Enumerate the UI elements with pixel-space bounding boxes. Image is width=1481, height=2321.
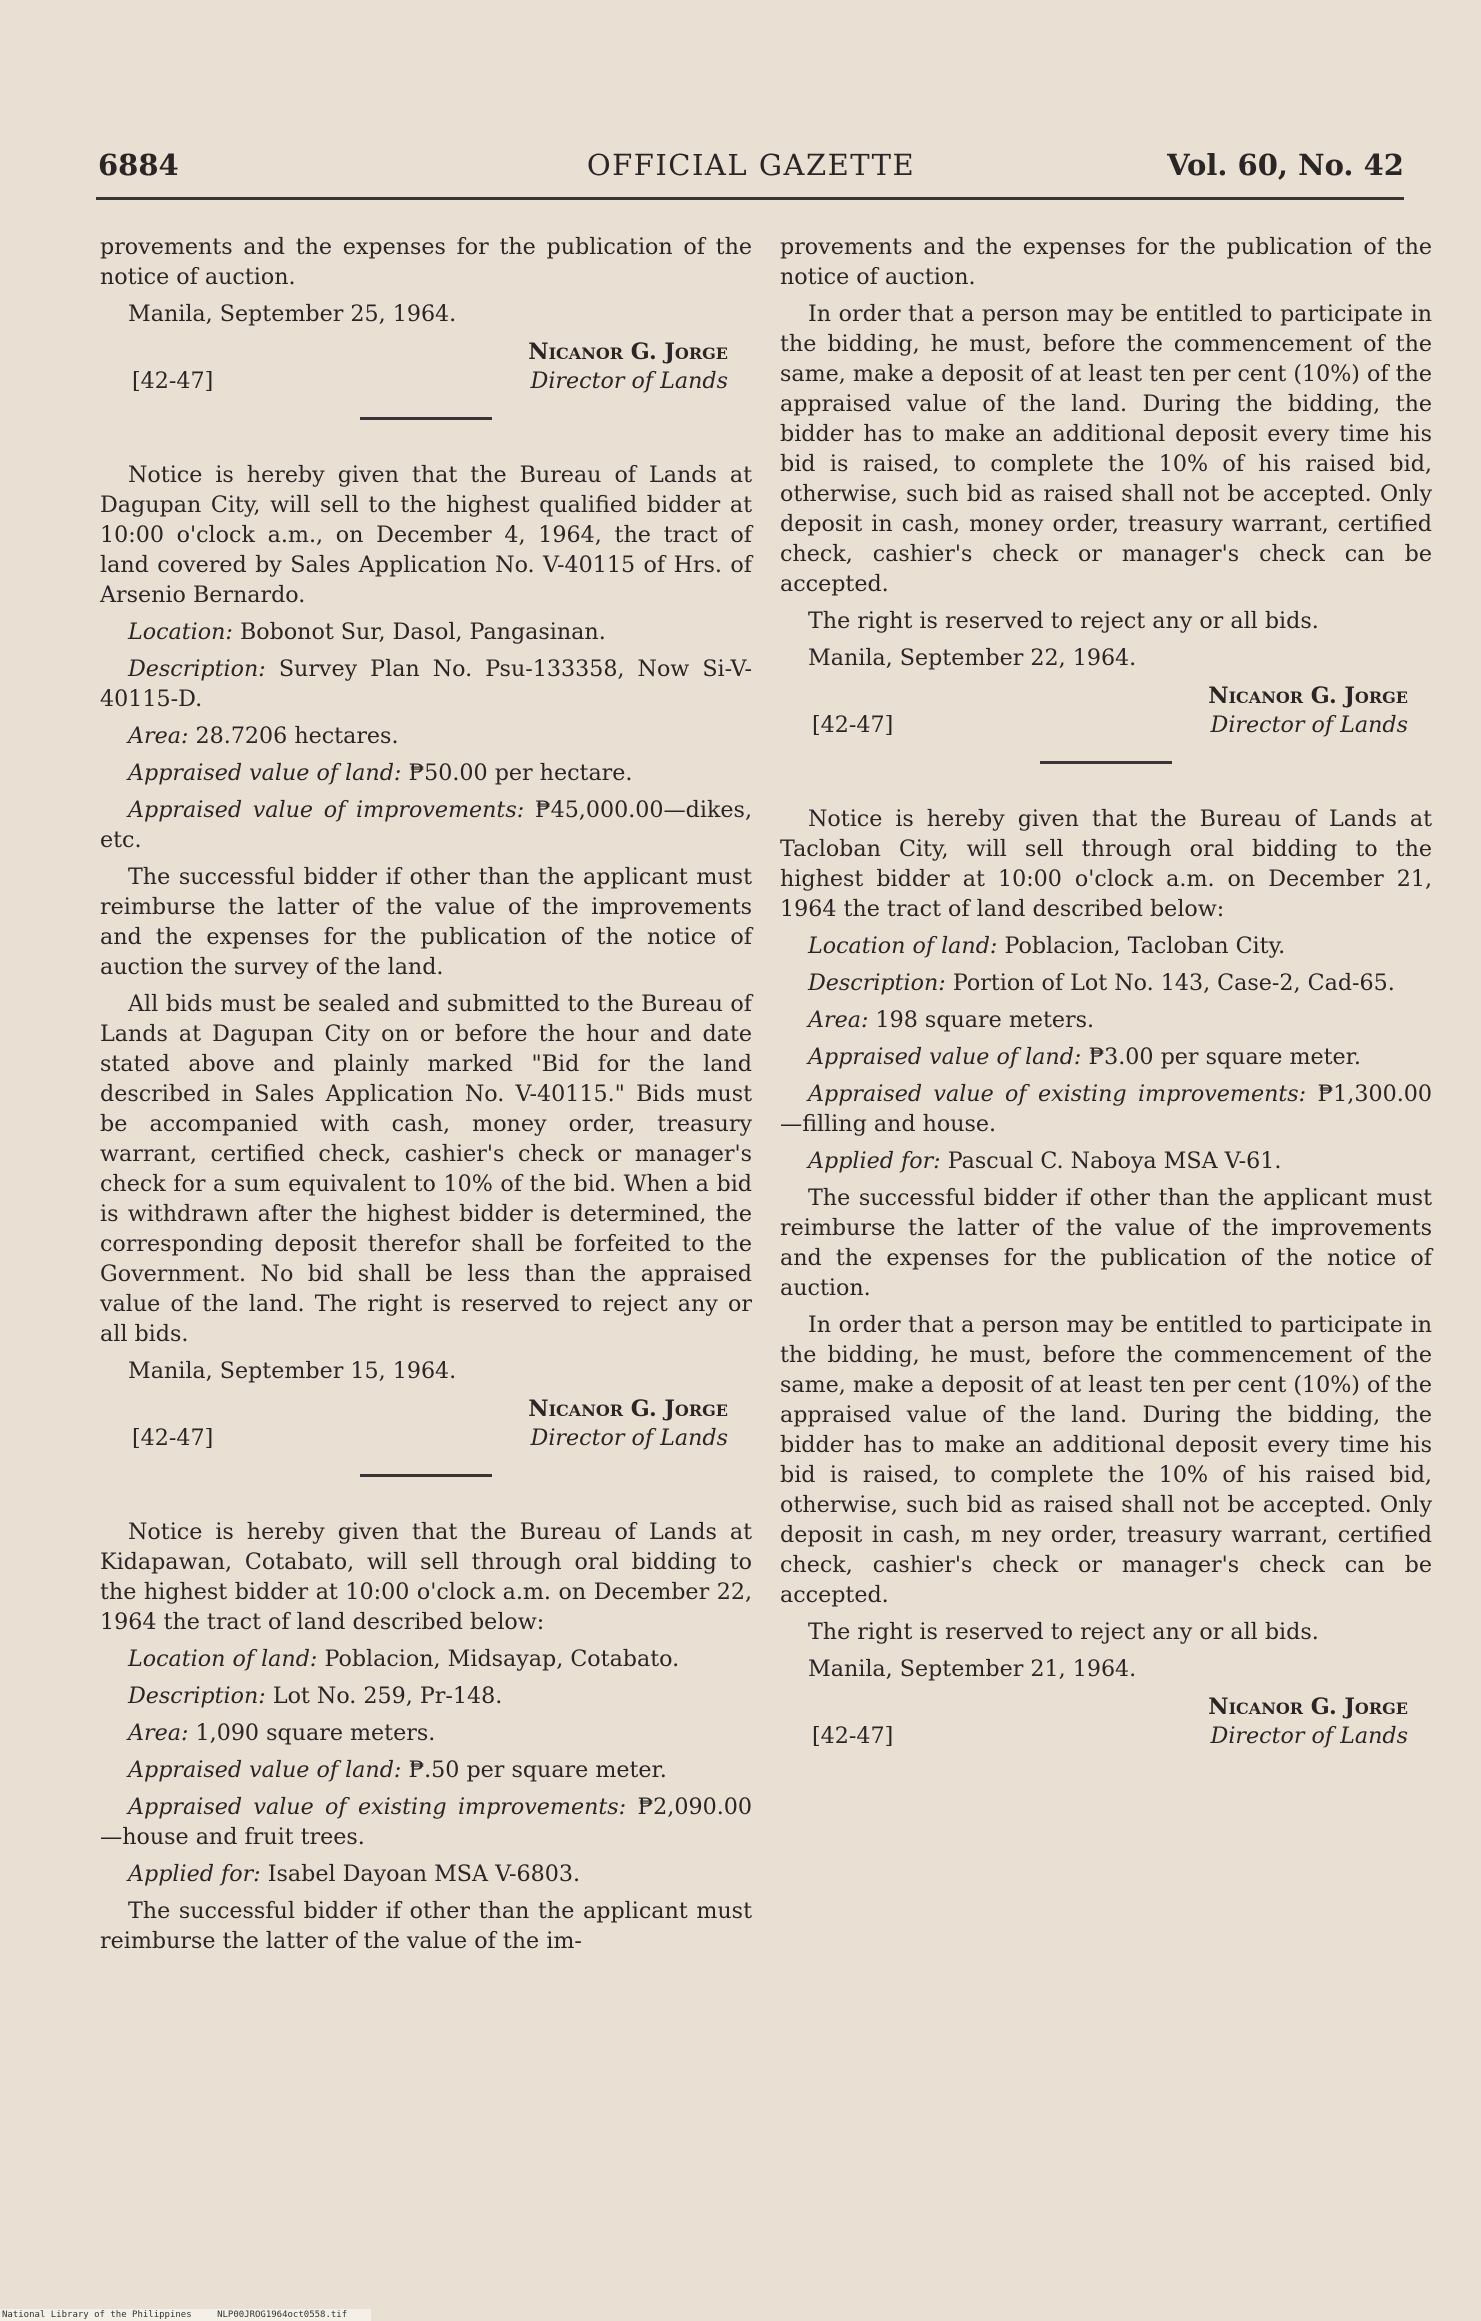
field-value: ₱45,000.00—dikes, etc. xyxy=(100,797,752,853)
signatory-title: Director of Lands xyxy=(530,1425,728,1451)
signatory-title: Director of Lands xyxy=(1210,1723,1408,1749)
field-value: Isabel Dayoan MSA V-6803. xyxy=(267,1861,581,1887)
notice-intro: Notice is hereby given that the Bureau of Lands at Kidapawan, Cotabato, will sell through oral bidding to the highest bidder at 10:00 o'clock a.m. on December 22, 1964 the tract of land described below: xyxy=(100,1519,752,1635)
notice-deposit: In order that a person may be entitled to participate in the bidding, he must, before the commencement of the same, make a deposit of at least ten per cent (10%) of the appraised value of the land. During the bidding, the bidder has to make an additional deposit every time his bid is raised, to complete the 10% of his raised bid, otherwise, such bid as raised shall not be accepted. Only deposit in cash, money order, treasury warrant, certified check, cashier's check or manager's check can be accepted. xyxy=(780,301,1432,597)
field-label: Area: xyxy=(808,1007,869,1033)
notice-location xyxy=(100,617,752,647)
notice-area xyxy=(100,721,752,751)
publication-title: OFFICIAL GAZETTE xyxy=(586,148,916,182)
notice-reserved: The right is reserved to reject any or all bids. xyxy=(808,1619,1319,1645)
field-label: Appraised value of land: xyxy=(128,1757,402,1783)
field-label: Location: xyxy=(128,619,233,645)
field-label: Location of land: xyxy=(128,1646,318,1672)
notice-improvements xyxy=(100,795,752,855)
page-header xyxy=(98,148,1404,188)
signatory-name: Nicanor G. Jorge xyxy=(528,1396,728,1422)
notice-land-value xyxy=(100,758,752,788)
notice-improvements xyxy=(100,1792,752,1852)
field-value: Lot No. 259, Pr-148. xyxy=(272,1683,503,1709)
notice-date: Manila, September 21, 1964. xyxy=(808,1656,1137,1682)
notice-description xyxy=(100,1681,752,1711)
field-label: Description: xyxy=(128,656,266,682)
notice-date: Manila, September 15, 1964. xyxy=(128,1358,457,1384)
field-value: 28.7206 hectares. xyxy=(195,723,399,749)
notice-reimburse: The successful bidder if other than the applicant must reimburse the latter of the value of the improvements and the expenses for the publication of the notice of auction. xyxy=(780,1185,1432,1301)
issue-reference: [42-47] xyxy=(812,1723,894,1749)
field-label: Applied for: xyxy=(808,1148,941,1174)
field-value: Poblacion, Tacloban City. xyxy=(1004,933,1286,959)
page-number: 6884 xyxy=(98,148,179,182)
field-value: ₱.50 per square meter. xyxy=(408,1757,667,1783)
field-label: Description: xyxy=(128,1683,266,1709)
notice-improvements xyxy=(780,1079,1432,1139)
signature-block xyxy=(100,337,752,395)
notice-location xyxy=(780,931,1432,961)
continuation-text: provements and the expenses for the publication of the notice of auction. xyxy=(780,234,1432,290)
notice-date: Manila, September 22, 1964. xyxy=(808,645,1137,671)
notice-deposit: In order that a person may be entitled to participate in the bidding, he must, before the commencement of the same, make a deposit of at least ten per cent (10%) of the appraised value of the land. During the bidding, the bidder has to make an additional deposit every time his bid is raised, to complete the 10% of his raised bid, otherwise, such bid as raised shall not be accepted. Only deposit in cash, m ney order, treasury warrant, certified check, cashier's check or manager's check can be accepted. xyxy=(780,1312,1432,1608)
scan-footer xyxy=(0,2309,371,2321)
notice-bids: All bids must be sealed and submitted to the Bureau of Lands at Dagupan City on or before the hour and date stated above and plainly marked "Bid for the land described in Sales Application No. V-40115." Bids must be accompanied with cash, money order, treasury warrant, certified check, cashier's check or manager's check for a sum equivalent to 10% of the bid. When a bid is withdrawn after the highest bidder is determined, the corresponding deposit therefor shall be forfeited to the Government. No bid shall be less than the appraised value of the land. The right is reserved to reject any or all bids. xyxy=(100,991,752,1347)
signature-block xyxy=(100,1394,752,1452)
notice-description xyxy=(780,968,1432,998)
notice-land-value xyxy=(780,1042,1432,1072)
notice-area xyxy=(780,1005,1432,1035)
signature-block xyxy=(780,1692,1432,1750)
notice-applicant xyxy=(100,1859,752,1889)
field-value: ₱50.00 per hectare. xyxy=(408,760,633,786)
issue-reference: [42-47] xyxy=(132,368,214,394)
field-label: Appraised value of existing improvements: xyxy=(808,1081,1307,1107)
source-label: National Library of the Philippines xyxy=(2,2310,192,2320)
field-label: Applied for: xyxy=(128,1861,261,1887)
field-label: Appraised value of land: xyxy=(128,760,402,786)
signatory-name: Nicanor G. Jorge xyxy=(1208,1694,1408,1720)
notice-land-value xyxy=(100,1755,752,1785)
issue-reference: [42-47] xyxy=(812,712,894,738)
field-value: Poblacion, Midsayap, Cotabato. xyxy=(324,1646,680,1672)
notice-applicant xyxy=(780,1146,1432,1176)
field-label: Area: xyxy=(128,1720,189,1746)
section-divider xyxy=(360,417,492,420)
notice-date: Manila, September 25, 1964. xyxy=(128,301,457,327)
volume-number: Vol. 60, No. 42 xyxy=(1167,148,1404,182)
field-value: Bobonot Sur, Dasol, Pangasinan. xyxy=(239,619,606,645)
file-name: NLP00JROG1964oct0558.tif xyxy=(217,2310,348,2320)
continuation-text: provements and the expenses for the publication of the notice of auction. xyxy=(100,234,752,290)
field-label: Appraised value of land: xyxy=(808,1044,1082,1070)
field-value: 198 square meters. xyxy=(875,1007,1095,1033)
field-label: Location of land: xyxy=(808,933,998,959)
section-divider xyxy=(360,1474,492,1477)
issue-reference: [42-47] xyxy=(132,1425,214,1451)
field-value: ₱3.00 per square meter. xyxy=(1088,1044,1361,1070)
field-value: Survey Plan No. Psu-133358, Now Si-V-40115-D. xyxy=(100,656,752,712)
field-value: ₱1,300.00—filling and house. xyxy=(780,1081,1432,1137)
right-column xyxy=(780,232,1432,1760)
signatory-name: Nicanor G. Jorge xyxy=(1208,683,1408,709)
notice-reimburse: The successful bidder if other than the applicant must reimburse the latter of the value of the im- xyxy=(100,1898,752,1954)
signatory-title: Director of Lands xyxy=(530,368,728,394)
notice-reserved: The right is reserved to reject any or all bids. xyxy=(808,608,1319,634)
notice-area xyxy=(100,1718,752,1748)
left-column xyxy=(100,232,752,1963)
field-value: Pascual C. Naboya MSA V-61. xyxy=(947,1148,1282,1174)
field-value: Portion of Lot No. 143, Case-2, Cad-65. xyxy=(952,970,1395,996)
field-label: Appraised value of existing improvements: xyxy=(128,1794,627,1820)
section-divider xyxy=(1040,761,1172,764)
notice-location xyxy=(100,1644,752,1674)
field-label: Description: xyxy=(808,970,946,996)
signature-block xyxy=(780,681,1432,739)
notice-intro: Notice is hereby given that the Bureau of Lands at Tacloban City, will sell through oral bidding to the highest bidder at 10:00 o'clock a.m. on December 21, 1964 the tract of land described below: xyxy=(780,806,1432,922)
signatory-title: Director of Lands xyxy=(1210,712,1408,738)
signatory-name: Nicanor G. Jorge xyxy=(528,339,728,365)
field-value: 1,090 square meters. xyxy=(195,1720,436,1746)
notice-reimburse: The successful bidder if other than the applicant must reimburse the latter of the value of the improvements and the expenses for the publication of the notice of auction the survey of the land. xyxy=(100,864,752,980)
notice-intro: Notice is hereby given that the Bureau of Lands at Dagupan City, will sell to the highest qualified bidder at 10:00 o'clock a.m., on December 4, 1964, the tract of land covered by Sales Application No. V-40115 of Hrs. of Arsenio Bernardo. xyxy=(100,462,752,608)
field-value: ₱2,090.00—house and fruit trees. xyxy=(100,1794,752,1850)
field-label: Appraised value of improvements: xyxy=(128,797,525,823)
field-label: Area: xyxy=(128,723,189,749)
header-rule xyxy=(96,197,1404,200)
notice-description xyxy=(100,654,752,714)
